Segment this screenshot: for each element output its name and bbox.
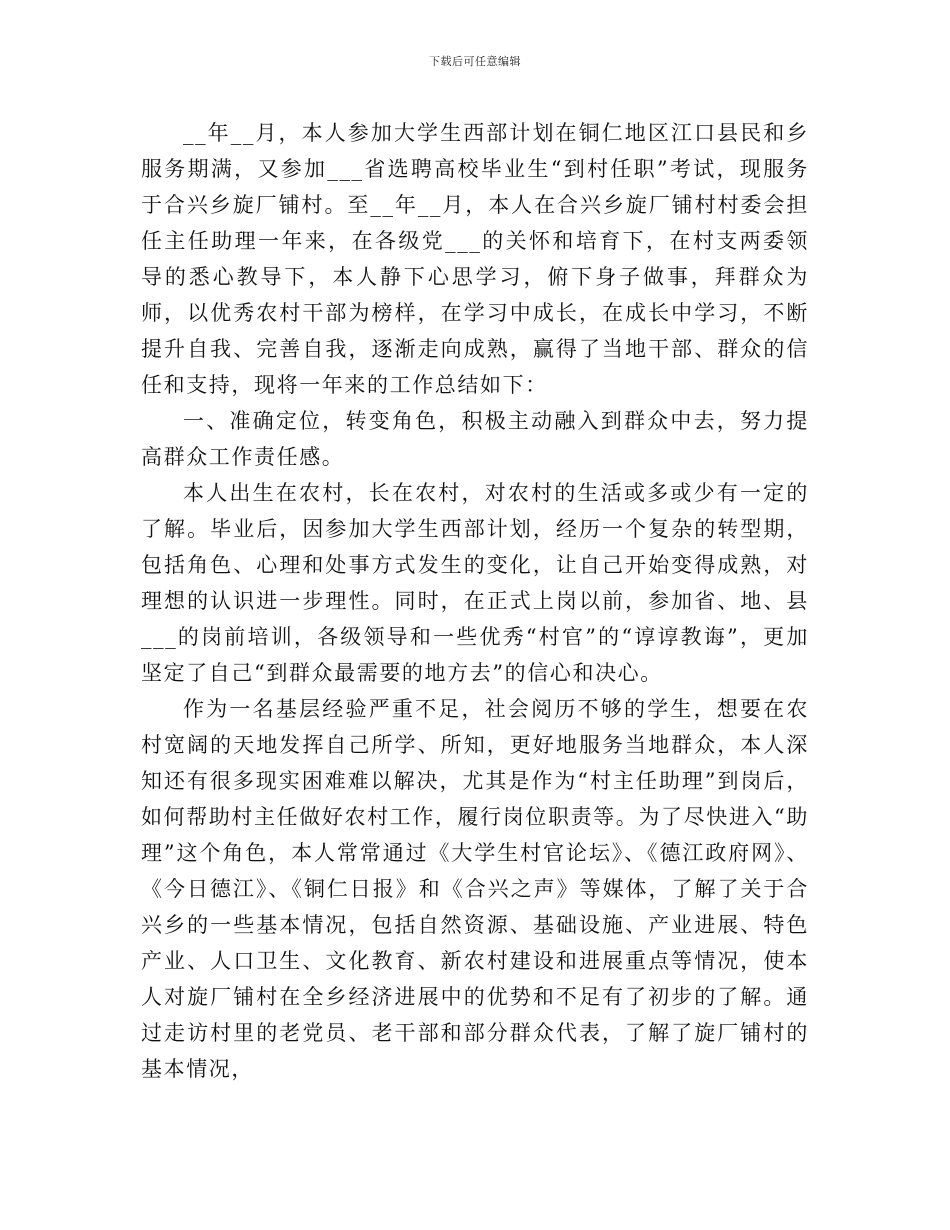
- paragraph-role: 作为一名基层经验严重不足，社会阅历不够的学生，想要在农村宽阔的天地发挥自己所学、所知，更好地服务当地群众，本人深知还有很多现实困难难以解决，尤其是作为“村主任助理”到岗后，如何帮助村主任做好农村工作，履行岗位职责等。为了尽快进入“助理”这个角色，本人常常通过《大学生村官论坛》、《德江政府网》、《今日德江》、《铜仁日报》和《合兴之声》等媒体，了解了关于合兴乡的一些基本情况，包括自然资源、基础设施、产业进展、特色产业、人口卫生、文化教育、新农村建设和进展重点等情况，使本人对旋厂铺村在全乡经济进展中的优势和不足有了初步的了解。通过走访村里的老党员、老干部和部分群众代表，了解了旋厂铺村的基本情况，: [141, 697, 809, 1081]
- paragraph-background: 本人出生在农村，长在农村，对农村的生活或多或少有一定的了解。毕业后，因参加大学生西部计划，经历一个复杂的转型期，包括角色、心理和处事方式发生的变化，让自己开始变得成熟，对理想的认识进一步理性。同时，在正式上岗以前，参加省、地、县___的岗前培训，各级领导和一些优秀“村官”的“谆谆教诲”，更加坚定了自己“到群众最需要的地方去”的信心和决心。: [141, 481, 809, 685]
- paragraph-intro: __年__月，本人参加大学生西部计划在铜仁地区江口县民和乡服务期满，又参加___省选聘高校毕业生“到村任职”考试，现服务于合兴乡旋厂铺村。至__年__月，本人在合兴乡旋厂铺村村委会担任主任助理一年来，在各级党___的关怀和培育下，在村支两委领导的悉心教导下，本人静下心思学习，俯下身子做事，拜群众为师，以优秀农村干部为榜样，在学习中成长，在成长中学习，不断提升自我、完善自我，逐渐走向成熟，赢得了当地干部、群众的信任和支持，现将一年来的工作总结如下：: [141, 121, 809, 397]
- paragraph-heading-1: 一、准确定位，转变角色，积极主动融入到群众中去，努力提高群众工作责任感。: [141, 409, 809, 469]
- document-body: [141, 115, 809, 1087]
- page-header: 下载后可任意编辑: [429, 55, 521, 68]
